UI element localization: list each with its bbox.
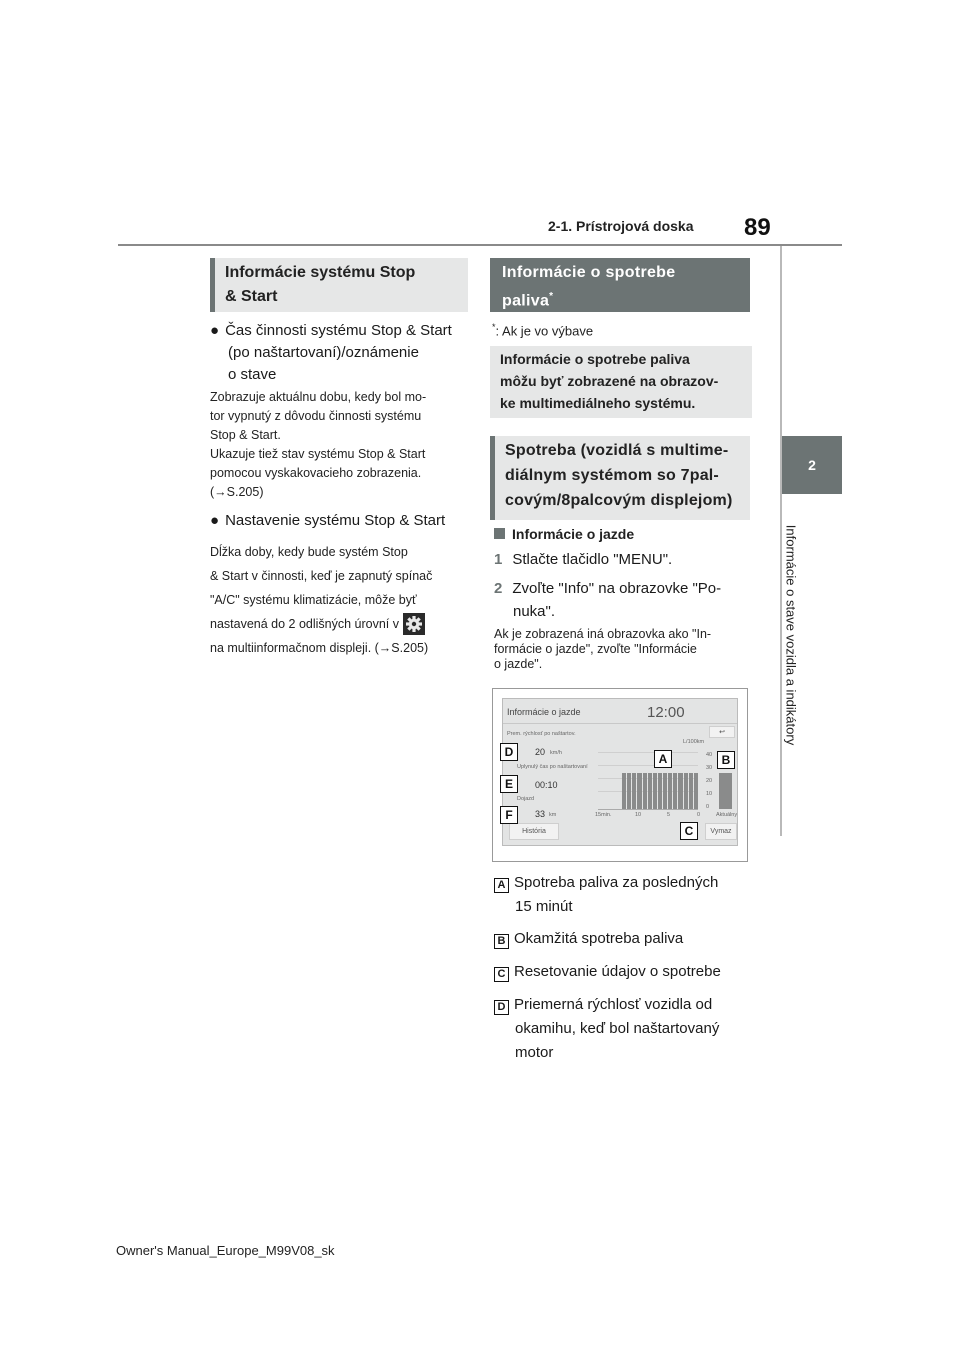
text-line: na multiinformačnom displeji. (→S.205)	[210, 641, 429, 655]
trip-info-subheading	[494, 526, 634, 542]
settings-description	[210, 540, 432, 660]
history-bar	[663, 773, 667, 809]
gear-icon-svg	[403, 613, 425, 635]
history-bar	[648, 773, 652, 809]
text-line: nastavená do 2 odlišných úrovní v	[210, 617, 400, 631]
text-line: pomocou vyskakovacieho zobrazenia.	[210, 466, 422, 480]
trip-info-screen	[502, 698, 738, 846]
current-label: Aktuálny	[716, 812, 738, 818]
consumption-heading	[490, 436, 750, 520]
legend-text: motor	[515, 1044, 554, 1061]
history-bar	[668, 773, 672, 809]
back-button[interactable]	[709, 726, 735, 738]
screen-clock: 12:00	[647, 704, 685, 721]
step-text: nuka".	[513, 603, 556, 620]
bullet-text: Čas činnosti systému Stop & Start	[225, 322, 452, 339]
footnote-mark: *	[549, 291, 554, 302]
text-line: (→S.205)	[210, 485, 264, 499]
bullet-dot-icon: ●	[210, 322, 220, 339]
history-bar	[658, 773, 662, 809]
fuel-info-heading	[490, 258, 750, 312]
bullet-text: Nastavenie systému Stop & Start	[225, 512, 446, 529]
avg-speed-unit: km/h	[550, 750, 562, 756]
stop-start-heading-line1: Informácie systému Stop	[225, 264, 416, 281]
history-bar	[622, 773, 626, 809]
y-tick: 0	[706, 804, 710, 810]
history-bar	[627, 773, 631, 809]
distance-unit: km	[549, 812, 557, 818]
text-line: Spotreba (vozidlá s multime-	[505, 442, 729, 459]
history-bar	[678, 773, 682, 809]
text-line: formácie o jazde", zvoľte "Informácie	[494, 642, 697, 656]
callout-d: D	[500, 743, 518, 761]
x-tick: 15min.	[595, 812, 612, 818]
history-bar	[637, 773, 641, 809]
callout-a: A	[654, 750, 672, 768]
elapsed-value: 00:10	[535, 780, 558, 790]
footnote	[492, 322, 593, 338]
history-bars	[622, 773, 698, 809]
footer-doc-id: Owner's Manual_Europe_M99V08_sk	[116, 1243, 335, 1258]
elapsed-label: Uplynulý čas po naštartovaní	[517, 764, 588, 770]
legend-text: Okamžitá spotreba paliva	[514, 930, 684, 947]
screen-divider	[503, 723, 738, 724]
legend-text: 15 minút	[515, 898, 573, 915]
avg-speed-value: 20	[535, 747, 546, 757]
y-axis-ticks	[706, 749, 712, 814]
text-line: covým/8palcovým displejom)	[505, 492, 733, 509]
callout-e: E	[500, 775, 518, 793]
unit-label: L/100km	[683, 739, 705, 745]
legend-text: okamihu, keď bol naštartovaný	[515, 1020, 720, 1037]
history-bar	[632, 773, 636, 809]
x-tick: 10	[635, 812, 642, 818]
bullet-text: o stave	[228, 366, 277, 383]
bullet-stop-start-time	[210, 320, 452, 386]
history-bar	[694, 773, 698, 809]
legend-text: Priemerná rýchlosť vozidla od	[514, 996, 713, 1013]
y-tick: 10	[706, 791, 713, 797]
stop-start-heading	[210, 258, 468, 312]
step-number: 2	[494, 580, 503, 597]
subheading-text: Informácie o jazde	[512, 526, 635, 542]
text-line: o jazde".	[494, 657, 543, 671]
text-line: Informácie o spotrebe paliva	[500, 351, 690, 367]
text-line: ke multimediálneho systému.	[500, 395, 696, 411]
bullet-text: (po naštartovaní)/oznámenie	[228, 344, 419, 361]
legend-c	[494, 960, 721, 984]
text-line: Ukazuje tiež stav systému Stop & Start	[210, 447, 426, 461]
text-line: "A/C" systému klimatizácie, môže byť	[210, 593, 417, 607]
text-line: môžu byť zobrazené na obrazov-	[500, 373, 719, 389]
step-text: Zvoľte "Info" na obrazovke "Po-	[512, 580, 722, 597]
text-line-with-icon	[210, 612, 432, 636]
history-button[interactable]: História	[509, 823, 559, 840]
grid-line	[598, 752, 698, 753]
text-line: Ak je zobrazená iná obrazovka ako "In-	[494, 627, 712, 641]
step-2	[494, 577, 721, 623]
history-bar	[673, 773, 677, 809]
y-tick: 30	[706, 765, 713, 771]
gear-icon	[403, 613, 425, 635]
back-arrow-icon: ↩	[719, 729, 725, 736]
y-tick: 40	[706, 752, 713, 758]
text-line: Stop & Start.	[210, 428, 281, 442]
stop-start-heading-line2: & Start	[225, 288, 278, 305]
history-bar	[643, 773, 647, 809]
distance-value: 33	[535, 809, 546, 819]
legend-key: D	[494, 1000, 509, 1015]
grid-line	[598, 765, 698, 766]
legend-key: B	[494, 934, 509, 949]
legend-text: Resetovanie údajov o spotrebe	[514, 963, 721, 980]
step-number: 1	[494, 551, 503, 568]
square-bullet-icon	[494, 528, 505, 539]
x-tick: 0	[697, 812, 701, 818]
text-line: Zobrazuje aktuálnu dobu, kedy bol mo-	[210, 390, 427, 404]
text-line: diálnym systémom so 7pal-	[505, 467, 719, 484]
step-1	[494, 548, 672, 571]
screen-title: Informácie o jazde	[507, 707, 581, 717]
legend-d	[494, 993, 719, 1065]
bullet-stop-start-settings	[210, 510, 445, 532]
avg-speed-label: Prem. rýchlosť po naštartov.	[507, 731, 576, 737]
section-title: 2-1. Prístrojová doska	[548, 218, 694, 234]
callout-b: B	[717, 751, 735, 769]
clear-button[interactable]: Vymaz	[705, 823, 737, 840]
bullet-dot-icon: ●	[210, 512, 220, 529]
fuel-info-box	[490, 346, 752, 418]
page-number: 89	[744, 214, 771, 241]
legend-key: C	[494, 967, 509, 982]
chart-baseline	[598, 809, 698, 810]
text-line: Dĺžka doby, kedy bude systém Stop	[210, 545, 408, 559]
legend-a	[494, 871, 718, 919]
footnote-mark: *	[492, 322, 496, 332]
distance-label: Dojazd	[517, 796, 535, 802]
text-line: tor vypnutý z dôvodu činnosti systému	[210, 409, 422, 423]
step-note	[494, 627, 711, 672]
callout-f: F	[500, 806, 518, 824]
stop-start-description	[210, 388, 426, 502]
x-tick: 5	[667, 812, 671, 818]
y-tick: 20	[706, 778, 713, 784]
history-bar	[684, 773, 688, 809]
history-bar	[653, 773, 657, 809]
text-line: & Start v činnosti, keď je zapnutý spínač	[210, 569, 433, 583]
history-bar	[689, 773, 693, 809]
step-text: Stlačte tlačidlo "MENU".	[512, 551, 673, 568]
fuel-info-heading-line1: Informácie o spotrebe	[502, 264, 676, 281]
chapter-title: Informácie o stave vozidla a indikátory	[783, 524, 799, 746]
fuel-info-heading-line2: paliva	[502, 292, 550, 310]
legend-text: Spotreba paliva za posledných	[514, 874, 719, 891]
chapter-tab: 2	[782, 436, 842, 494]
legend-key: A	[494, 878, 509, 893]
header-divider	[118, 244, 842, 246]
chapter-title-vertical	[746, 500, 836, 770]
footnote-text: : Ak je vo výbave	[495, 323, 594, 339]
current-consumption-bar	[719, 773, 732, 809]
callout-c: C	[680, 822, 698, 840]
legend-b	[494, 927, 683, 951]
